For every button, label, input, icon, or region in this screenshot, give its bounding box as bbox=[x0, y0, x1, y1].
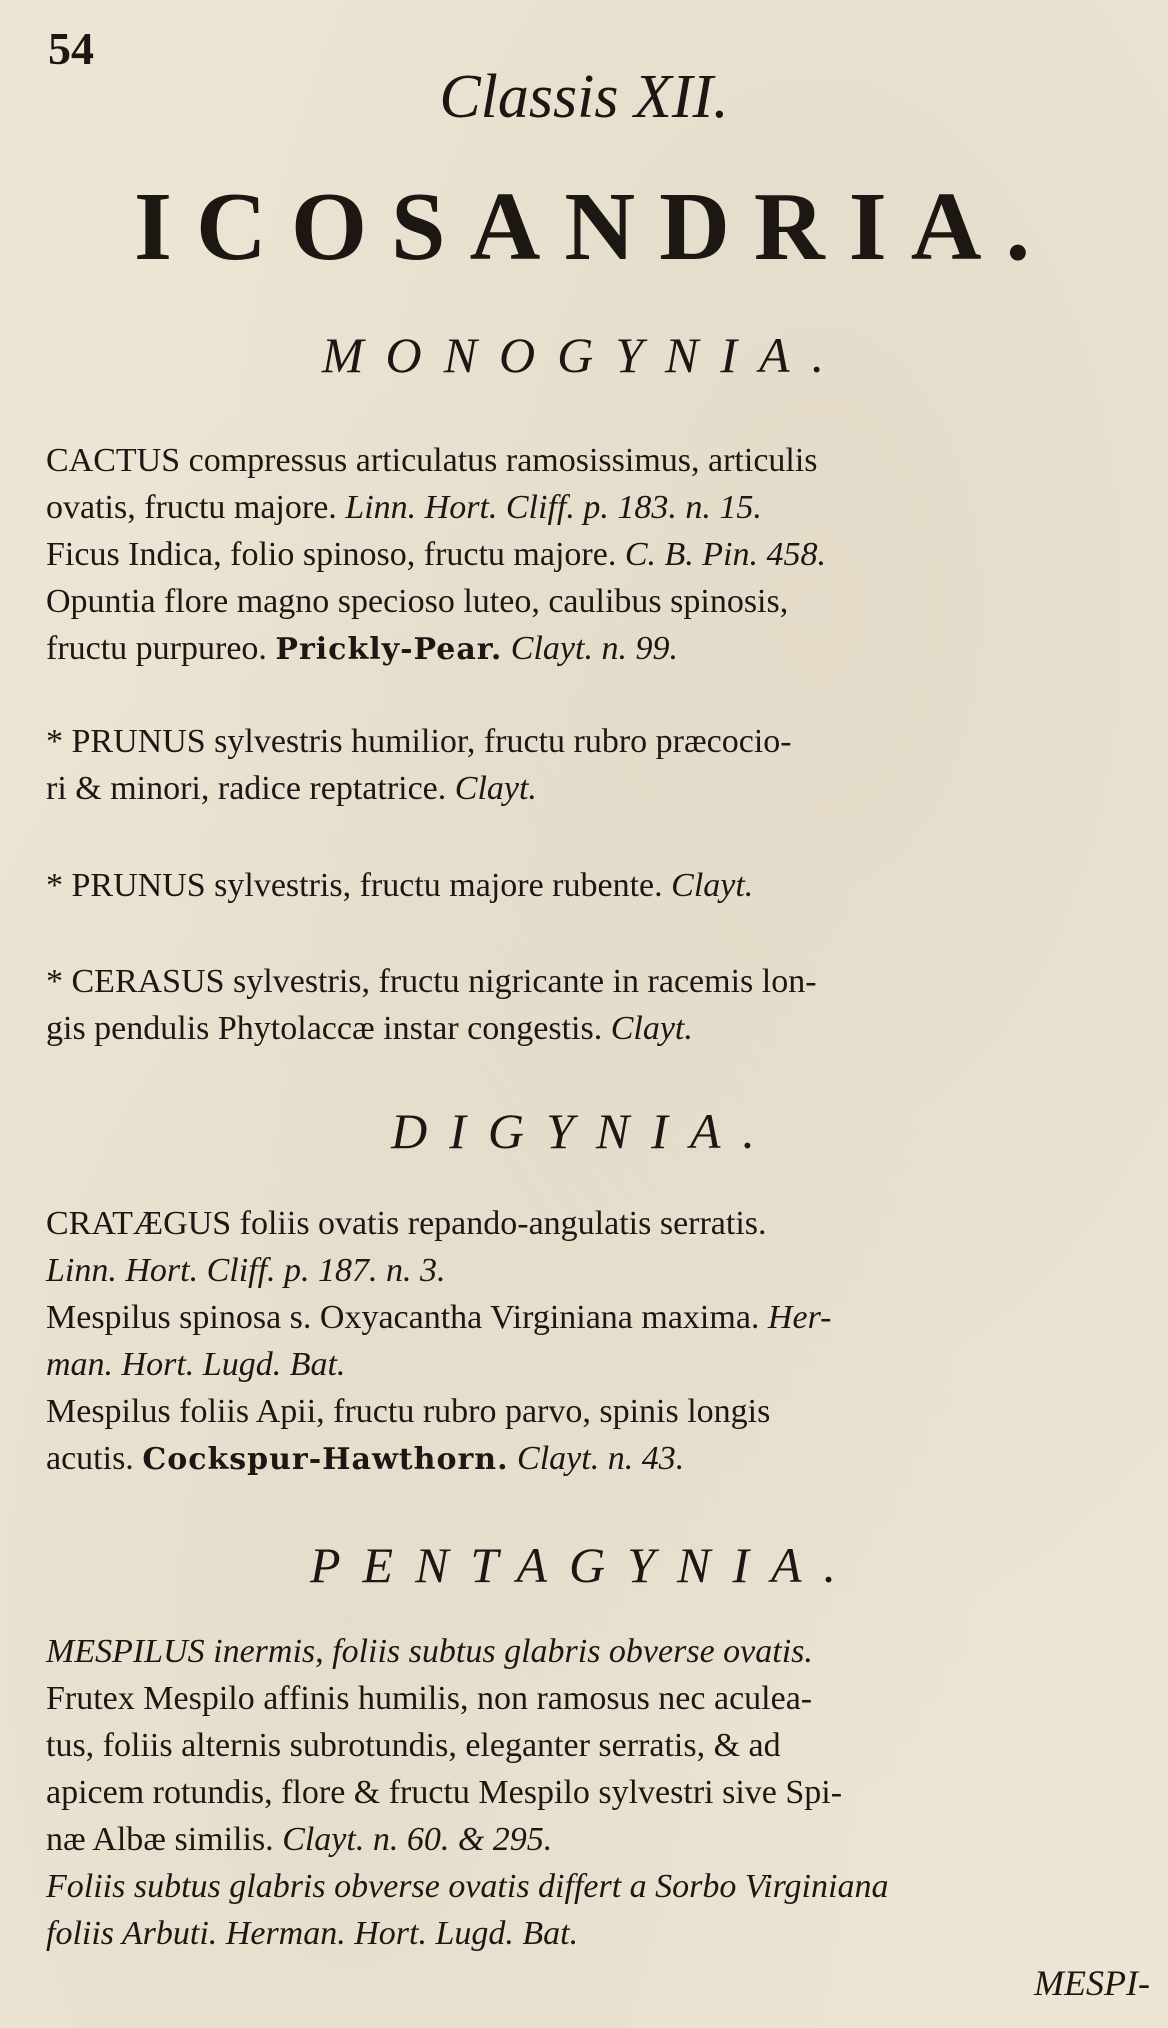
text-line: Opuntia flore magno specioso luteo, caulibus spinosis, bbox=[46, 583, 789, 620]
citation: Clayt. n. 43. bbox=[517, 1440, 685, 1477]
text-line: CRATÆGUS foliis ovatis repando-angulatis serratis. bbox=[46, 1205, 767, 1242]
citation: Linn. Hort. Cliff. p. 187. n. 3. bbox=[46, 1252, 446, 1289]
citation: Clayt. bbox=[454, 770, 537, 807]
citation: Linn. Hort. Cliff. p. 183. n. 15. bbox=[345, 489, 762, 526]
text-line: Mespilus spinosa s. Oxyacantha Virginiana maxima. Her- bbox=[46, 1299, 832, 1336]
text-line: acutis. Cockspur-Hawthorn. Clayt. n. 43. bbox=[46, 1440, 685, 1477]
text-line: * PRUNUS sylvestris humilior, fructu rubro præcocio- bbox=[46, 723, 792, 760]
text-line: fructu purpureo. Prickly-Pear. Clayt. n. 99. bbox=[46, 630, 678, 667]
text-line: Frutex Mespilo affinis humilis, non ramosus nec aculea- bbox=[46, 1680, 813, 1717]
text-line: Foliis subtus glabris obverse ovatis differt a Sorbo Virginiana bbox=[46, 1868, 889, 1905]
common-name: Prickly-Pear. bbox=[275, 632, 503, 667]
entry-cerasus bbox=[46, 958, 1146, 1052]
citation: Clayt. bbox=[671, 867, 754, 904]
order-heading-digynia: DIGYNIA. bbox=[391, 1103, 777, 1159]
text-line: Ficus Indica, folio spinoso, fructu majore. C. B. Pin. 458. bbox=[46, 536, 827, 573]
page-number: 54 bbox=[48, 23, 94, 74]
entry-mespilus bbox=[46, 1628, 1146, 1957]
text-line: ovatis, fructu majore. Linn. Hort. Cliff. p. 183. n. 15. bbox=[46, 489, 762, 526]
text-line: MESPILUS inermis, foliis subtus glabris obverse ovatis. bbox=[46, 1633, 813, 1670]
text-line: tus, foliis alternis subrotundis, eleganter serratis, & ad bbox=[46, 1727, 781, 1764]
entry-crataegus bbox=[46, 1200, 1146, 1483]
text-line: ri & minori, radice reptatrice. Clayt. bbox=[46, 770, 537, 807]
order-heading-pentagynia: PENTAGYNIA. bbox=[309, 1537, 859, 1593]
citation: C. B. Pin. 458. bbox=[624, 536, 827, 573]
class-title: ICOSANDRIA. bbox=[133, 173, 1055, 281]
text-line: næ Albæ similis. Clayt. n. 60. & 295. bbox=[46, 1821, 553, 1858]
citation: man. Hort. Lugd. Bat. bbox=[46, 1346, 346, 1383]
catchword: MESPI- bbox=[1034, 1963, 1150, 2003]
classis-heading: Classis XII. bbox=[439, 63, 729, 131]
citation: Clayt. bbox=[610, 1010, 693, 1047]
text-line: foliis Arbuti. Herman. Hort. Lugd. Bat. bbox=[46, 1915, 579, 1952]
text-line: gis pendulis Phytolaccæ instar congestis. Clayt. bbox=[46, 1010, 693, 1047]
order-heading-monogynia: MONOGYNIA. bbox=[321, 327, 847, 383]
citation: Her- bbox=[767, 1299, 832, 1336]
text-line: * CERASUS sylvestris, fructu nigricante in racemis lon- bbox=[46, 963, 817, 1000]
citation: Clayt. n. 99. bbox=[510, 630, 678, 667]
text-line: Mespilus foliis Apii, fructu rubro parvo, spinis longis bbox=[46, 1393, 771, 1430]
entry-prunus-rubente bbox=[46, 862, 1146, 909]
text-line: apicem rotundis, flore & fructu Mespilo sylvestri sive Spi- bbox=[46, 1774, 843, 1811]
text-line: * PRUNUS sylvestris, fructu majore rubente. Clayt. bbox=[46, 867, 754, 904]
common-name: Cockspur-Hawthorn. bbox=[142, 1442, 509, 1477]
entry-prunus-humilior bbox=[46, 718, 1146, 812]
entry-cactus bbox=[46, 437, 1146, 673]
text-line: CACTUS compressus articulatus ramosissimus, articulis bbox=[46, 442, 818, 479]
citation: Clayt. n. 60. & 295. bbox=[282, 1821, 553, 1858]
